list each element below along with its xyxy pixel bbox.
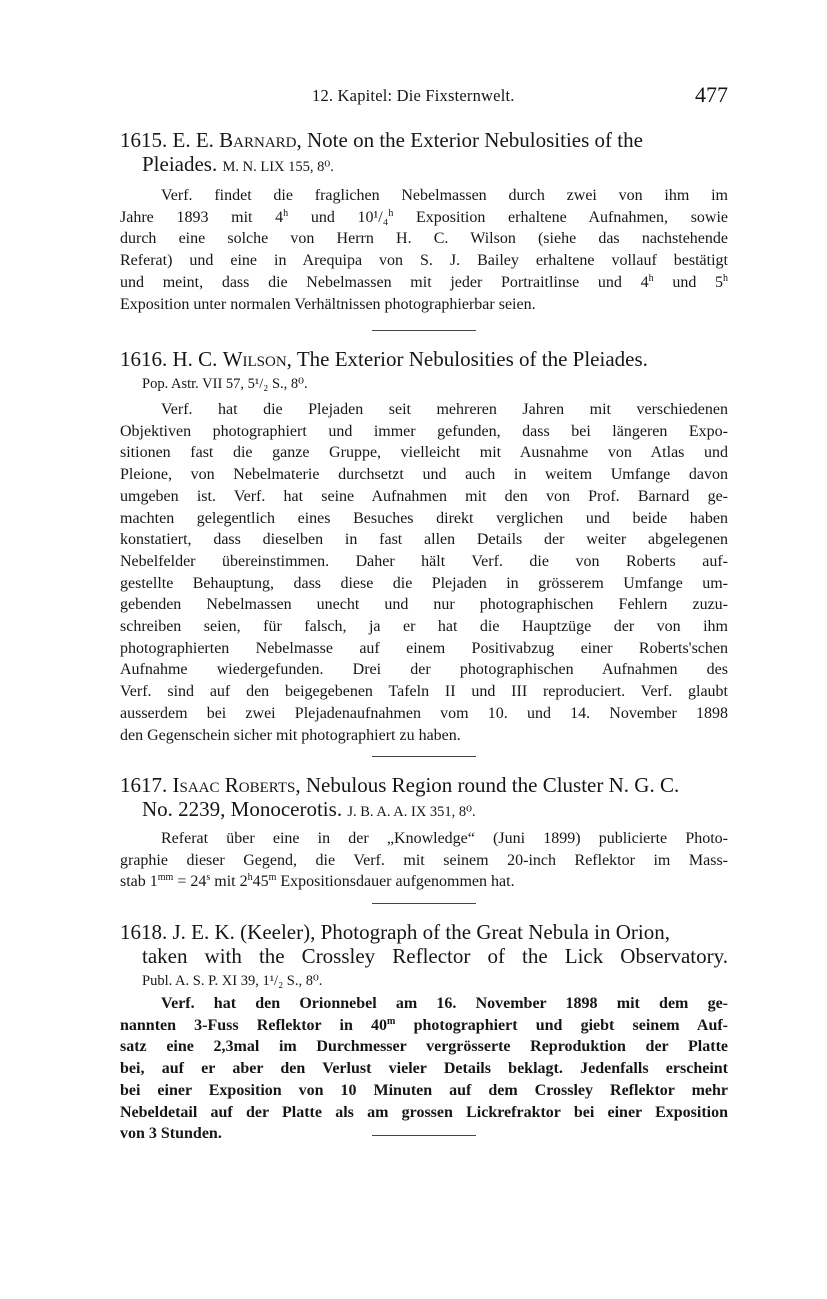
author-initials: E. E. (172, 128, 214, 152)
entry-body (120, 993, 728, 1145)
entry-heading-cont (120, 371, 728, 394)
body-line: Verf. findet die fraglichen Nebelmassen durch zwei von ihm im (161, 187, 728, 204)
entry-1615 (120, 128, 728, 315)
entry-title: Note on the Exterior Nebulosities of the (307, 128, 643, 152)
body-line: umgeben ist. Verf. hat seine Aufnahmen mit den von Prof. Barnard ge- (120, 487, 728, 505)
body-line: Jahre 1893 mit 4$^h$ und 10¹/₄$^h$ Exposition erhaltene Aufnahmen, sowie (120, 207, 729, 226)
entry-heading (120, 347, 728, 371)
author-name: Barnard, (219, 128, 302, 152)
author-name: Wilson, (222, 347, 292, 371)
running-header (120, 82, 728, 110)
body-line: Verf. sind auf den beigegebenen Tafeln II und III reproduciert. Verf. glaubt (120, 683, 728, 701)
entry-title-cont: Pleiades. (142, 152, 218, 176)
entry-body (120, 399, 728, 746)
section-separator (372, 1135, 476, 1136)
body-line: gestellte Behauptung, dass diese die Plejaden in grösserem Umfange um- (120, 574, 728, 592)
author-initials: H. C. (172, 347, 218, 371)
entry-number: 1618. (120, 920, 168, 944)
body-line: gebenden Nebelmassen unecht und nur photographischen Fehlern zuzu- (120, 596, 728, 614)
body-line: Objektiven photographiert und immer gefunden, dass bei längeren Expo- (120, 422, 728, 440)
body-line: von 3 Stunden. (120, 1125, 222, 1143)
body-line: photographierten Nebelmasse auf einem Positivabzug einer Roberts'schen (120, 639, 728, 657)
body-line: den Gegenschein sicher mit photographiert zu haben. (120, 726, 461, 744)
entry-number: 1617. (120, 773, 168, 797)
chapter-title: 12. Kapitel: Die Fixsternwelt. (312, 86, 515, 105)
body-line: konstatiert, dass dieselben in fast allen Details der weiter abgelegenen (120, 531, 728, 549)
body-line: bei einer Exposition von 10 Minuten auf dem Crossley Reflektor mehr (120, 1081, 728, 1099)
entry-title-cont: No. 2239, Monocerotis. (142, 797, 343, 821)
section-separator (372, 903, 476, 904)
entry-heading (120, 773, 728, 797)
body-line: Aufnahme wiedergefunden. Drei der photographischen Aufnahmen des (120, 661, 728, 679)
section-separator (372, 330, 476, 331)
body-line: Pleione, von Nebelmaterie durchsetzt und auch in weitem Umfange davon (120, 466, 728, 484)
body-line: schreiben seien, für falsch, ja er hat die Hauptzüge der von ihm (120, 618, 728, 636)
section-separator (372, 756, 476, 757)
entry-heading-cont (120, 944, 728, 968)
body-line: bei, auf er aber den Verlust vieler Details beklagt. Jedenfalls erscheint (120, 1060, 728, 1078)
bibliographic-reference: M. N. LIX 155, 8⁰. (222, 159, 334, 175)
body-line: durch eine solche von Herrn H. C. Wilson (siehe das nachstehende (120, 230, 728, 248)
body-line: nannten 3-Fuss Reflektor in 40$^m$ photographiert und giebt seinem Auf- (120, 1015, 729, 1034)
entry-1616 (120, 347, 728, 746)
bibliographic-reference: Pop. Astr. VII 57, 5¹/₂ S., 8⁰. (142, 376, 308, 392)
bibliographic-reference: Publ. A. S. P. XI 39, 1¹/₂ S., 8⁰. (142, 973, 323, 989)
body-line: Exposition unter normalen Verhältnissen photographierbar seien. (120, 295, 536, 313)
author-name: J. E. K. (Keeler), (172, 920, 316, 944)
entry-1618 (120, 920, 728, 1145)
body-line: Nebeldetail auf der Platte als am grossen Lickrefraktor bei einer Exposition (120, 1103, 728, 1121)
entry-body (120, 185, 728, 315)
entry-heading-ref (120, 968, 728, 991)
body-line: Referat über eine in der „Knowledge“ (Juni 1899) publicierte Photo- (161, 830, 728, 847)
body-line: machten gelegentlich eines Besuches direkt verglichen und beide haben (120, 509, 728, 527)
entry-body (120, 828, 728, 893)
entry-heading-cont (120, 797, 728, 824)
body-line: Referat) und eine in Arequipa von S. J. Bailey erhaltene vollauf bestätigt (120, 252, 728, 270)
entry-title: Photograph of the Great Nebula in Orion, (320, 920, 670, 944)
entry-number: 1616. (120, 347, 168, 371)
entry-1617 (120, 773, 728, 893)
body-line: Verf. hat den Orionnebel am 16. November 1898 mit dem ge- (161, 995, 728, 1012)
body-line: Nebelfelder übereinstimmen. Daher hält Verf. die von Roberts auf- (120, 552, 728, 570)
entry-heading-cont (120, 152, 728, 179)
body-line: sitionen fast die ganze Gruppe, vielleicht mit Ausnahme von Atlas und (120, 444, 728, 462)
body-line: ausserdem bei zwei Plejadenaufnahmen vom 10. und 14. November 1898 (120, 704, 728, 722)
entry-heading (120, 920, 728, 944)
bibliographic-reference: J. B. A. A. IX 351, 8⁰. (347, 804, 476, 820)
entry-title: The Exterior Nebulosities of the Pleiades. (296, 347, 648, 371)
body-line: Verf. hat die Plejaden seit mehreren Jahren mit verschiedenen (161, 401, 728, 418)
author-initials: Isaac (172, 773, 220, 797)
body-line: satz eine 2,3mal im Durchmesser vergrösserte Reproduktion der Platte (120, 1038, 728, 1056)
body-line: und meint, dass die Nebelmassen mit jeder Portraitlinse und 4$^h$ und 5$^h$ (120, 272, 729, 291)
body-line: graphie dieser Gegend, die Verf. mit seinem 20-inch Reflektor im Mass- (120, 851, 728, 869)
entry-heading (120, 128, 728, 152)
page-number: 477 (695, 82, 728, 107)
entry-title-cont: taken with the Crossley Reflector of the Lick Observatory. (142, 944, 728, 968)
author-name: Roberts, (224, 773, 301, 797)
entry-number: 1615. (120, 128, 168, 152)
body-line: stab $1^{mm} = 24^s$ mit 2$^h$45$^m$ Expositionsdauer aufgenommen hat. (120, 872, 515, 891)
entry-title: Nebulous Region round the Cluster N. G. C. (305, 773, 680, 797)
